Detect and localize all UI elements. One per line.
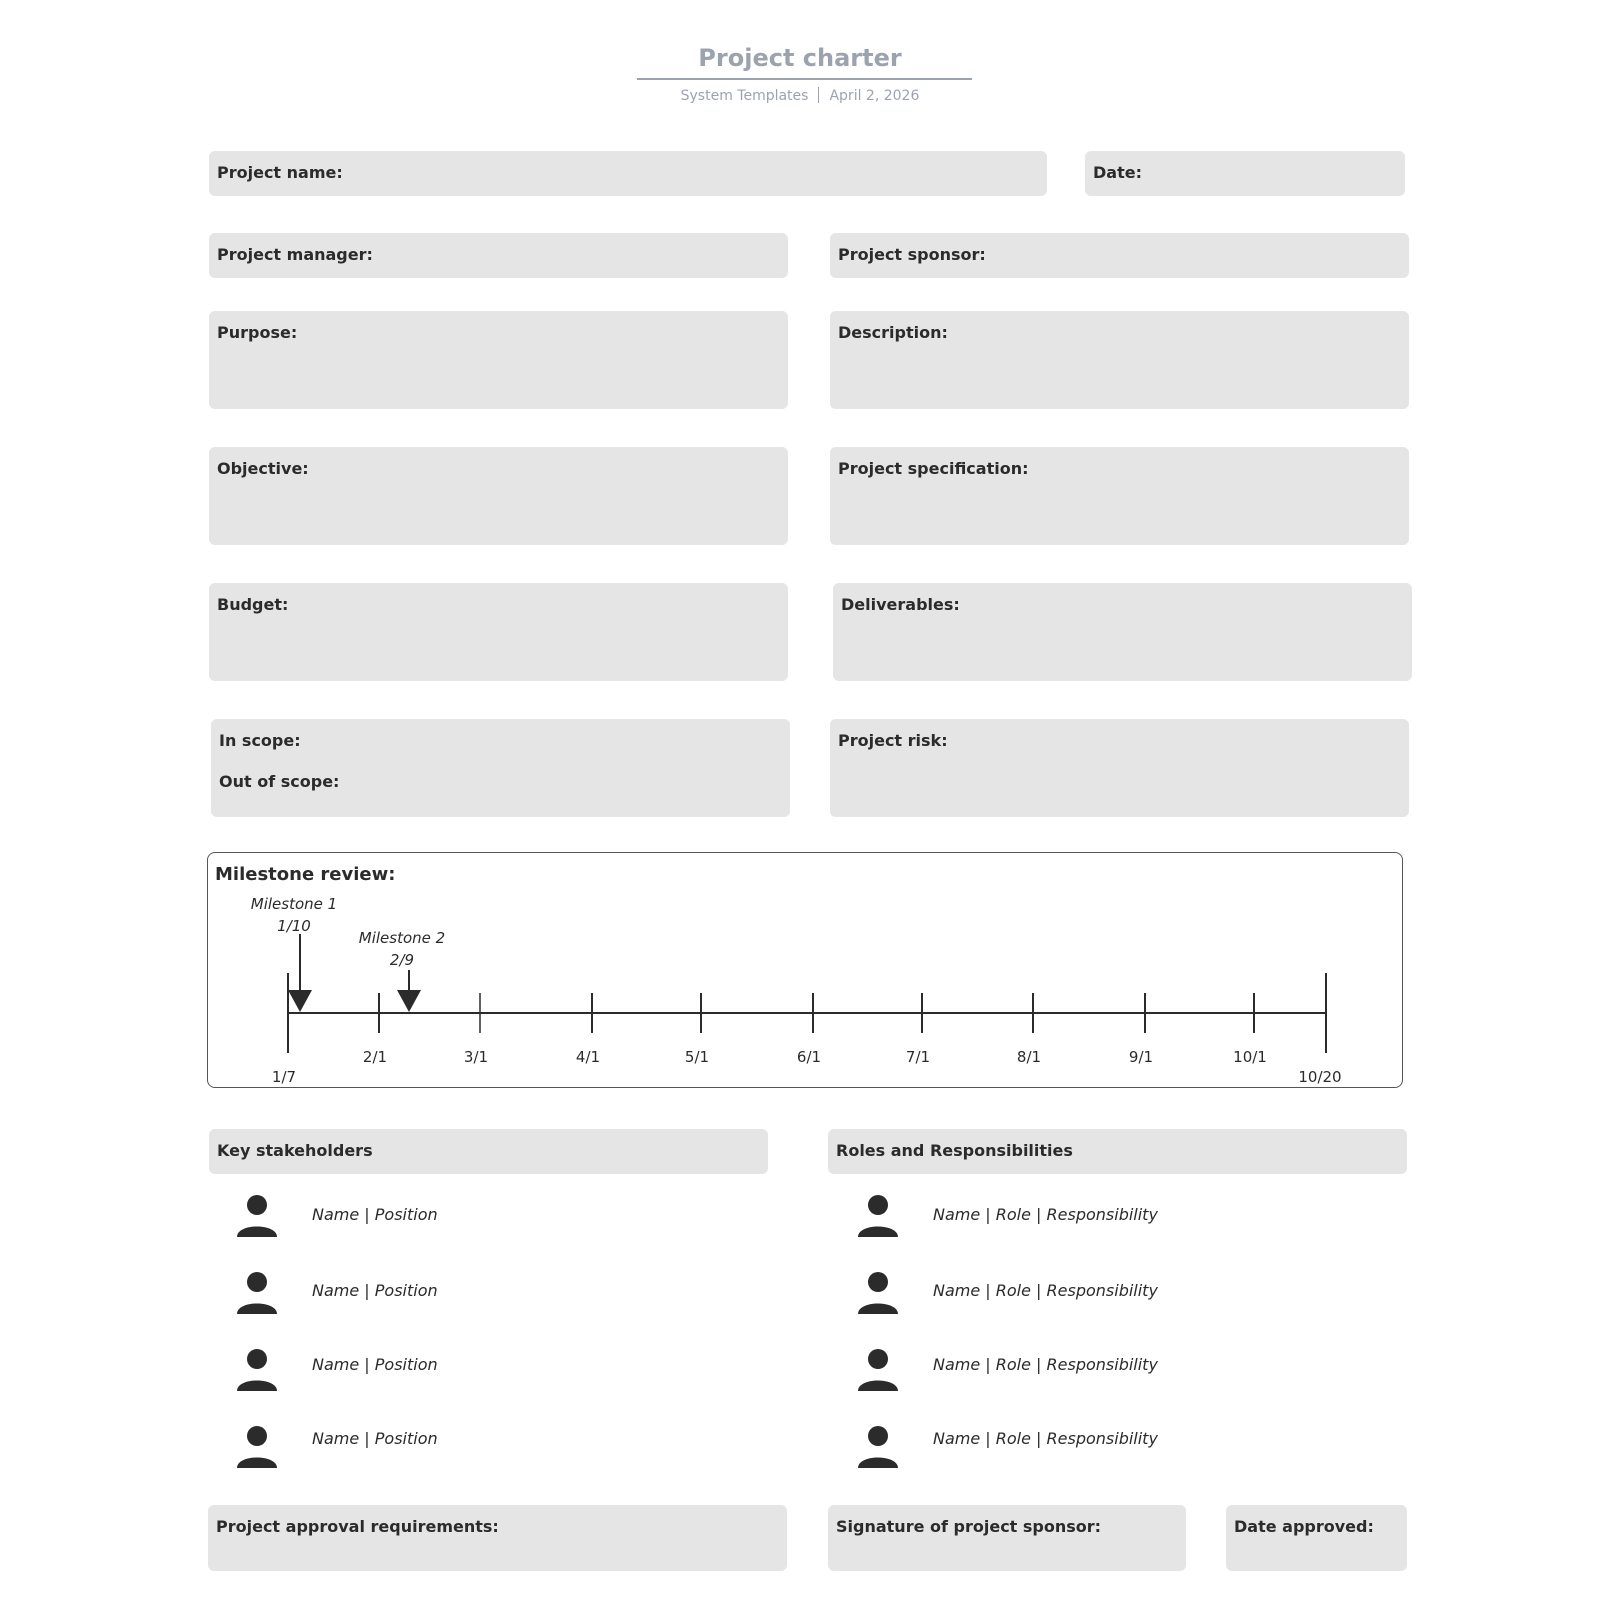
project-specification-label: Project specification:: [838, 459, 1029, 478]
role-item[interactable]: Name | Role | Responsibility: [933, 1205, 1158, 1224]
person-icon: [235, 1270, 279, 1314]
person-icon: [856, 1424, 900, 1468]
subtitle-source: System Templates: [680, 88, 809, 104]
page-title: Project charter: [698, 44, 902, 72]
stakeholder-item[interactable]: Name | Position: [312, 1429, 438, 1448]
milestone-2-date: 2/9: [389, 951, 415, 969]
project-name-label: Project name:: [217, 163, 343, 182]
project-sponsor-label: Project sponsor:: [838, 245, 986, 264]
approval-requirements-field[interactable]: [208, 1505, 787, 1571]
person-icon: [856, 1193, 900, 1237]
roles-label: Roles and Responsibilities: [836, 1141, 1073, 1160]
milestone-2-name: Milestone 2: [358, 929, 446, 947]
stakeholder-item[interactable]: Name | Position: [312, 1355, 438, 1374]
milestone-review-title: Milestone review:: [215, 864, 396, 885]
milestone-2-arrow-head: [397, 990, 421, 1012]
date-label: Date:: [1093, 163, 1142, 182]
objective-label: Objective:: [217, 459, 309, 478]
milestone-1-arrow-head: [288, 990, 312, 1012]
date-approved-label: Date approved:: [1234, 1517, 1374, 1536]
sponsor-signature-label: Signature of project sponsor:: [836, 1517, 1102, 1536]
role-item[interactable]: Name | Role | Responsibility: [933, 1281, 1158, 1300]
description-label: Description:: [838, 323, 948, 342]
approval-requirements-label: Project approval requirements:: [216, 1517, 499, 1536]
timeline-tick-label: 6/1: [796, 1048, 822, 1066]
timeline-tick-label: 7/1: [905, 1048, 931, 1066]
timeline-tick-label: 1/7: [271, 1068, 297, 1086]
budget-label: Budget:: [217, 595, 289, 614]
subtitle-date: April 2, 2026: [829, 88, 920, 104]
person-icon: [856, 1347, 900, 1391]
deliverables-label: Deliverables:: [841, 595, 960, 614]
project-manager-label: Project manager:: [217, 245, 373, 264]
timeline-tick-label: 8/1: [1016, 1048, 1042, 1066]
purpose-label: Purpose:: [217, 323, 298, 342]
timeline-tick-label: 3/1: [463, 1048, 489, 1066]
roles-header: [828, 1129, 1407, 1174]
milestone-1-date: 1/10: [277, 917, 311, 935]
project-risk-label: Project risk:: [838, 731, 948, 750]
timeline-tick-label: 10/1: [1233, 1048, 1267, 1066]
date-approved-field[interactable]: [1226, 1505, 1407, 1571]
out-of-scope-label: Out of scope:: [219, 772, 340, 791]
stakeholder-item[interactable]: Name | Position: [312, 1205, 438, 1224]
in-scope-label: In scope:: [219, 731, 301, 750]
key-stakeholders-header: [209, 1129, 768, 1174]
person-icon: [235, 1347, 279, 1391]
timeline-tick-label: 9/1: [1128, 1048, 1154, 1066]
role-item[interactable]: Name | Role | Responsibility: [933, 1429, 1158, 1448]
milestone-1-name: Milestone 1: [250, 895, 338, 913]
stakeholder-item[interactable]: Name | Position: [312, 1281, 438, 1300]
timeline-tick-label: 10/20: [1298, 1068, 1342, 1086]
person-icon: [235, 1424, 279, 1468]
sponsor-signature-field[interactable]: [828, 1505, 1186, 1571]
role-item[interactable]: Name | Role | Responsibility: [933, 1355, 1158, 1374]
timeline-tick-label: 5/1: [684, 1048, 710, 1066]
key-stakeholders-label: Key stakeholders: [217, 1141, 373, 1160]
timeline-tick-label: 4/1: [575, 1048, 601, 1066]
person-icon: [235, 1193, 279, 1237]
person-icon: [856, 1270, 900, 1314]
timeline-tick-label: 2/1: [362, 1048, 388, 1066]
